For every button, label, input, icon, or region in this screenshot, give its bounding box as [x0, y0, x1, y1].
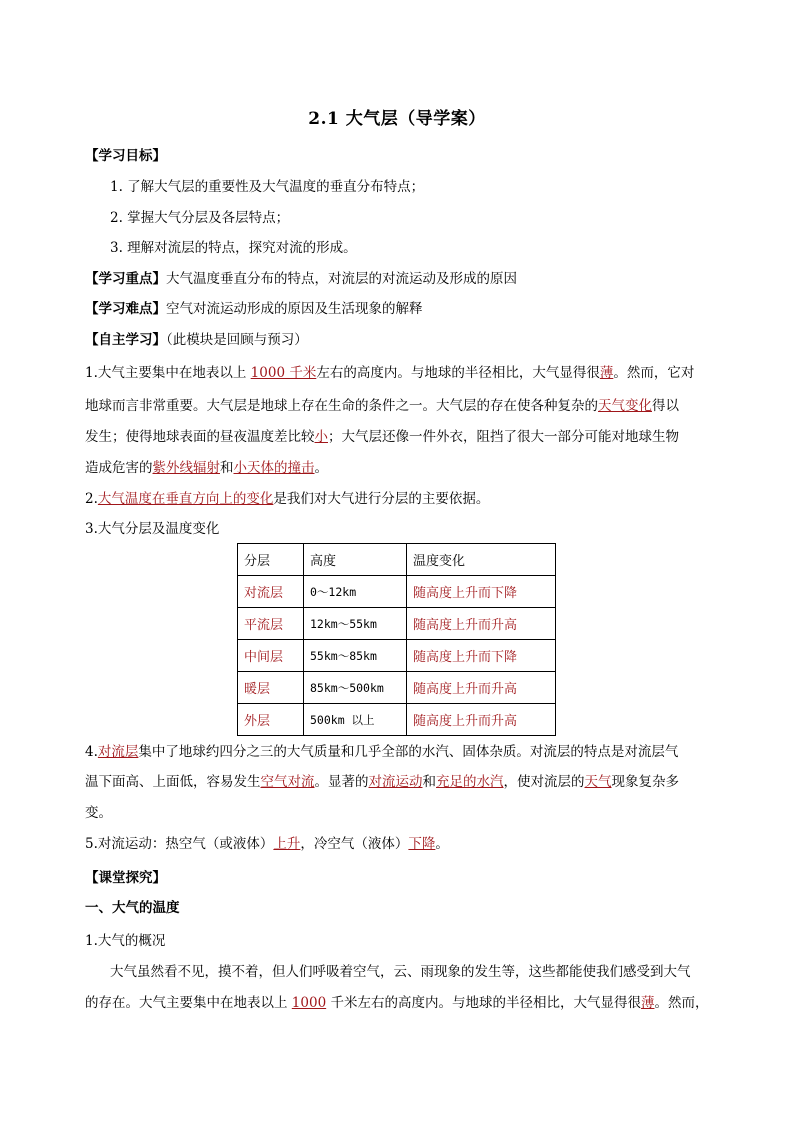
answer-blank: 天气变化	[598, 398, 652, 414]
answer-blank: 上升	[273, 836, 301, 852]
table-row	[238, 640, 556, 672]
layer-name-cell: 中间层	[238, 640, 304, 672]
paragraph-line-1: 大气虽然看不见，摸不着，但人们呼吸着空气，云、雨现象的发生等，这些都能使我们感受到大气	[110, 964, 691, 980]
answer-blank: 小天体的撞击	[233, 460, 315, 476]
answer-blank: 空气对流	[260, 774, 315, 790]
q4-text: 现象复杂多	[611, 774, 679, 790]
table-header: 温度变化	[407, 544, 556, 576]
height-cell: 85km～500km	[304, 672, 407, 704]
height-cell: 0～12km	[304, 576, 407, 608]
self-study-label: 【自主学习】	[85, 332, 166, 348]
q4-text: 。显著的	[314, 774, 369, 790]
class-explore-heading: 【课堂探究】	[85, 870, 166, 886]
q1-text: 地球而言非常重要。大气层是地球上存在生命的条件之一。大气层的存在使各种复杂的	[85, 398, 598, 414]
objective-item: 2. 掌握大气分层及各层特点；	[110, 210, 290, 226]
answer-blank: 1000 千米	[250, 365, 317, 381]
layer-name-cell: 对流层	[238, 576, 304, 608]
section-heading: 一、大气的温度	[85, 900, 180, 916]
self-study	[85, 330, 725, 350]
height-cell: 55km～85km	[304, 640, 407, 672]
q4-text: 和	[422, 774, 436, 790]
table-row	[238, 672, 556, 704]
objectives-heading: 【学习目标】	[85, 148, 166, 164]
q5-text: ，冷空气（液体）	[300, 836, 409, 852]
q4-line-1	[85, 742, 725, 762]
objective-item: 1. 了解大气层的重要性及大气温度的垂直分布特点；	[110, 179, 425, 195]
q4-text: 温下面高、上面低，容易发生	[85, 774, 261, 790]
q1-text: 和	[220, 460, 234, 476]
q1-line-2	[85, 396, 725, 416]
q2-text: 2.	[85, 491, 98, 507]
q1-text: 1.大气主要集中在地表以上	[85, 365, 251, 381]
table-header: 高度	[304, 544, 407, 576]
page-title: 2.1 大气层（导学案）	[308, 109, 486, 129]
q2-line	[85, 489, 725, 509]
table-row	[238, 576, 556, 608]
answer-blank: 薄	[599, 365, 614, 381]
height-cell: 12km～55km	[304, 608, 407, 640]
answer-blank: 充足的水汽	[436, 774, 504, 790]
q1-text: 造成危害的	[85, 460, 153, 476]
q1-text: 。	[314, 460, 328, 476]
q4-line-2	[85, 772, 725, 792]
q1-text: 发生；使得地球表面的昼夜温度差比较	[85, 429, 315, 445]
q5-text: 5.对流运动：热空气（或液体）	[85, 836, 274, 852]
table-header-row	[238, 544, 556, 576]
q1-text: 左右的高度内。与地球的半径相比，大气显得很	[316, 365, 600, 381]
answer-blank: 对流运动	[368, 774, 423, 790]
q4-text: ，使对流层的	[503, 774, 585, 790]
answer-blank: 大气温度在垂直方向上的变化	[97, 491, 274, 507]
answer-blank: 紫外线辐射	[152, 460, 220, 476]
q5-line	[85, 834, 725, 854]
q1-line-4	[85, 458, 725, 478]
difficulty-text: 空气对流运动形成的原因及生活现象的解释	[166, 301, 423, 317]
layer-name-cell: 外层	[238, 704, 304, 736]
q5-text: 。	[435, 836, 449, 852]
objective-item: 3. 理解对流层的特点，探究对流的形成。	[110, 240, 357, 256]
answer-blank: 1000	[291, 995, 327, 1011]
q1-line-1	[85, 363, 725, 383]
paragraph-text: 的存在。大气主要集中在地表以上	[85, 995, 292, 1011]
q2-text: 是我们对大气进行分层的主要依据。	[273, 491, 490, 507]
answer-blank: 下降	[408, 836, 436, 852]
answer-blank: 小	[314, 429, 328, 445]
temperature-change-cell: 随高度上升而升高	[407, 672, 556, 704]
difficulty	[85, 299, 725, 319]
paragraph-line-2	[85, 993, 725, 1013]
key-point	[85, 269, 725, 289]
table-row	[238, 608, 556, 640]
q4-text: 集中了地球约四分之三的大气质量和几乎全部的水汽、固体杂质。对流层的特点是对流层气	[138, 744, 679, 760]
q4-text: 4.	[85, 744, 98, 760]
key-point-text: 大气温度垂直分布的特点，对流层的对流运动及形成的原因	[166, 271, 517, 287]
q1-line-3	[85, 427, 725, 447]
q1-text: ；大气层还像一件外衣，阻挡了很大一部分可能对地球生物	[328, 429, 679, 445]
temperature-change-cell: 随高度上升而升高	[407, 608, 556, 640]
layer-name-cell: 平流层	[238, 608, 304, 640]
answer-blank: 天气	[584, 774, 612, 790]
paragraph-text: 千米左右的高度内。与地球的半径相比，大气显得很	[326, 995, 641, 1011]
q4-line-3: 变。	[85, 805, 112, 821]
answer-blank: 薄	[640, 995, 655, 1011]
temperature-change-cell: 随高度上升而下降	[407, 576, 556, 608]
q1-text: 得以	[652, 398, 679, 414]
atmosphere-layers-table	[237, 543, 556, 736]
temperature-change-cell: 随高度上升而下降	[407, 640, 556, 672]
key-point-label: 【学习重点】	[85, 271, 166, 287]
self-study-note: （此模块是回顾与预习）	[166, 332, 308, 348]
subsection-heading: 1.大气的概况	[85, 933, 166, 949]
table-header: 分层	[238, 544, 304, 576]
difficulty-label: 【学习难点】	[85, 301, 166, 317]
layer-name-cell: 暖层	[238, 672, 304, 704]
q1-text: 。然而，它对	[613, 365, 695, 381]
q3-line: 3.大气分层及温度变化	[85, 521, 220, 537]
answer-blank: 对流层	[97, 744, 139, 760]
table-row	[238, 704, 556, 736]
temperature-change-cell: 随高度上升而升高	[407, 704, 556, 736]
paragraph-text: 。然而，	[654, 995, 709, 1011]
height-cell: 500km 以上	[304, 704, 407, 736]
